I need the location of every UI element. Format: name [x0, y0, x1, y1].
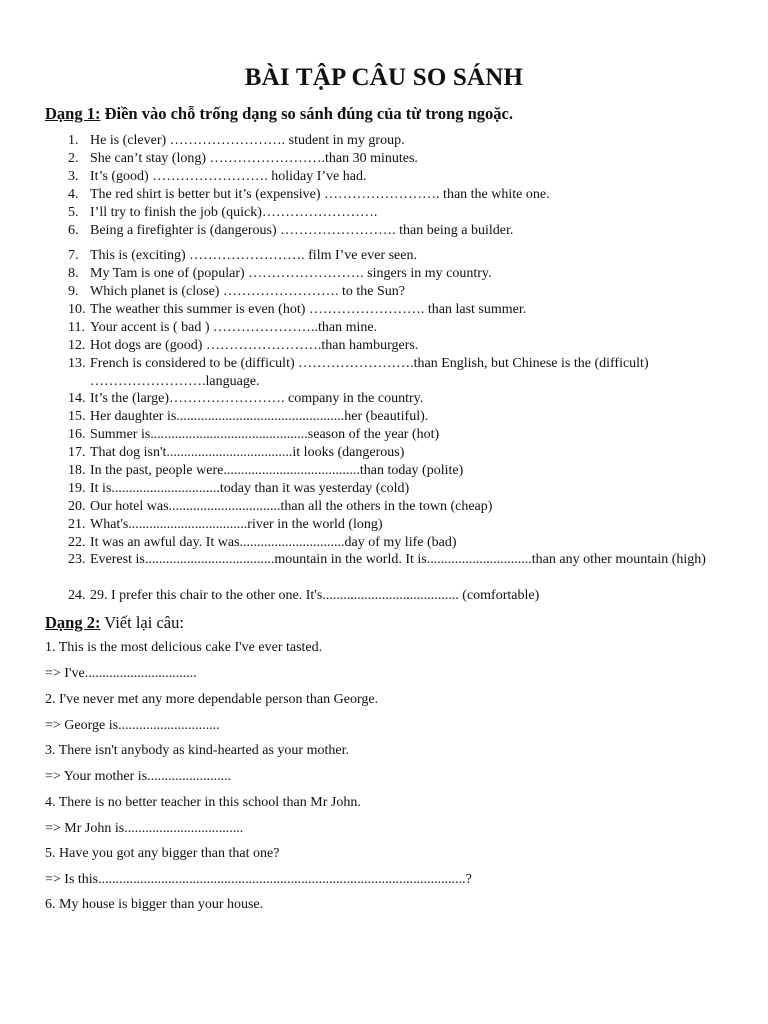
exercise-number: 15. — [68, 409, 86, 424]
section-2-tag: Dạng 2: — [45, 613, 101, 632]
exercise-text: That dog isn't....................................it looks (dangerous) — [90, 445, 405, 460]
exercise-number: 17. — [68, 445, 86, 460]
exercise-number: 21. — [68, 517, 86, 532]
rewrite-line: => George is............................. — [45, 718, 220, 733]
rewrite-line: => Is this.........................................................................................................? — [45, 872, 472, 887]
exercise-number: 14. — [68, 391, 86, 406]
rewrite-line: 6. My house is bigger than your house. — [45, 897, 264, 912]
exercise-text: 29. I prefer this chair to the other one. It's....................................... (comfortable) — [90, 588, 540, 603]
exercise-text: Your accent is ( bad ) …………………..than mine. — [90, 320, 378, 335]
rewrite-line: 4. There is no better teacher in this school than Mr John. — [45, 795, 361, 810]
exercise-text: It is...............................today than it was yesterday (cold) — [90, 481, 410, 496]
exercise-number: 5. — [68, 205, 79, 220]
exercise-text: Which planet is (close) ……………………. to the Sun? — [90, 284, 405, 299]
exercise-number: 1. — [68, 133, 79, 148]
exercise-text: Hot dogs are (good) …………………….than hamburgers. — [90, 338, 419, 353]
exercise-text: My Tam is one of (popular) ……………………. singers in my country. — [90, 266, 492, 281]
exercise-number: 23. — [68, 552, 86, 567]
exercise-number: 6. — [68, 223, 79, 238]
exercise-number: 2. — [68, 151, 79, 166]
exercise-number: 24. — [68, 588, 86, 603]
exercise-text: Our hotel was................................than all the others in the town (cheap) — [90, 499, 493, 514]
exercise-text: She can’t stay (long) …………………….than 30 minutes. — [90, 151, 418, 166]
exercise-number: 19. — [68, 481, 86, 496]
exercise-text: It was an awful day. It was..............................day of my life (bad) — [90, 535, 457, 550]
exercise-text: Being a firefighter is (dangerous) ……………………. than being a builder. — [90, 223, 514, 238]
rewrite-line: => I've................................ — [45, 666, 197, 681]
exercise-text: It’s (good) ……………………. holiday I’ve had. — [90, 169, 367, 184]
section-2-heading — [45, 613, 184, 633]
exercise-number: 4. — [68, 187, 79, 202]
exercise-number: 18. — [68, 463, 86, 478]
exercise-number: 16. — [68, 427, 86, 442]
rewrite-line: 1. This is the most delicious cake I've ever tasted. — [45, 640, 323, 655]
exercise-number: 12. — [68, 338, 86, 353]
exercise-text: The red shirt is better but it’s (expensive) ……………………. than the white one. — [90, 187, 550, 202]
exercise-number: 7. — [68, 248, 79, 263]
exercise-text: What's..................................river in the world (long) — [90, 517, 383, 532]
rewrite-line: => Your mother is........................ — [45, 769, 232, 784]
exercise-number: 20. — [68, 499, 86, 514]
exercise-text: Her daughter is................................................her (beautiful). — [90, 409, 429, 424]
exercise-number: 22. — [68, 535, 86, 550]
exercise-text: Everest is.....................................mountain in the world. It is..............................than any other mountain (high) — [90, 552, 706, 567]
exercise-text: In the past, people were.......................................than today (polite) — [90, 463, 464, 478]
exercise-text: French is considered to be (difficult) …………………….than English, but Chinese is the (difficult) …………………….language. — [90, 356, 649, 389]
exercise-number: 3. — [68, 169, 79, 184]
exercise-number: 13. — [68, 356, 86, 371]
rewrite-line: 2. I've never met any more dependable person than George. — [45, 692, 379, 707]
exercise-number: 11. — [68, 320, 85, 335]
exercise-text: The weather this summer is even (hot) ……………………. than last summer. — [90, 302, 527, 317]
rewrite-line: => Mr John is.................................. — [45, 821, 244, 836]
page-title: BÀI TẬP CÂU SO SÁNH — [244, 64, 524, 91]
exercise-text: He is (clever) ……………………. student in my group. — [90, 133, 405, 148]
section-1-instruction: Điền vào chỗ trống dạng so sánh đúng của từ trong ngoặc. — [104, 104, 514, 123]
exercise-text: I’ll try to finish the job (quick)……………………. — [90, 205, 378, 220]
section-1-tag: Dạng 1: — [45, 104, 101, 123]
rewrite-line: 3. There isn't anybody as kind-hearted as your mother. — [45, 743, 349, 758]
section-2-instruction: Viết lại câu: — [104, 613, 184, 632]
exercise-number: 8. — [68, 266, 79, 281]
rewrite-line: 5. Have you got any bigger than that one? — [45, 846, 280, 861]
exercise-number: 9. — [68, 284, 79, 299]
exercise-text: It’s the (large)……………………. company in the country. — [90, 391, 424, 406]
exercise-text: Summer is.............................................season of the year (hot) — [90, 427, 440, 442]
exercise-text: This is (exciting) ……………………. film I’ve ever seen. — [90, 248, 417, 263]
exercise-number: 10. — [68, 302, 86, 317]
